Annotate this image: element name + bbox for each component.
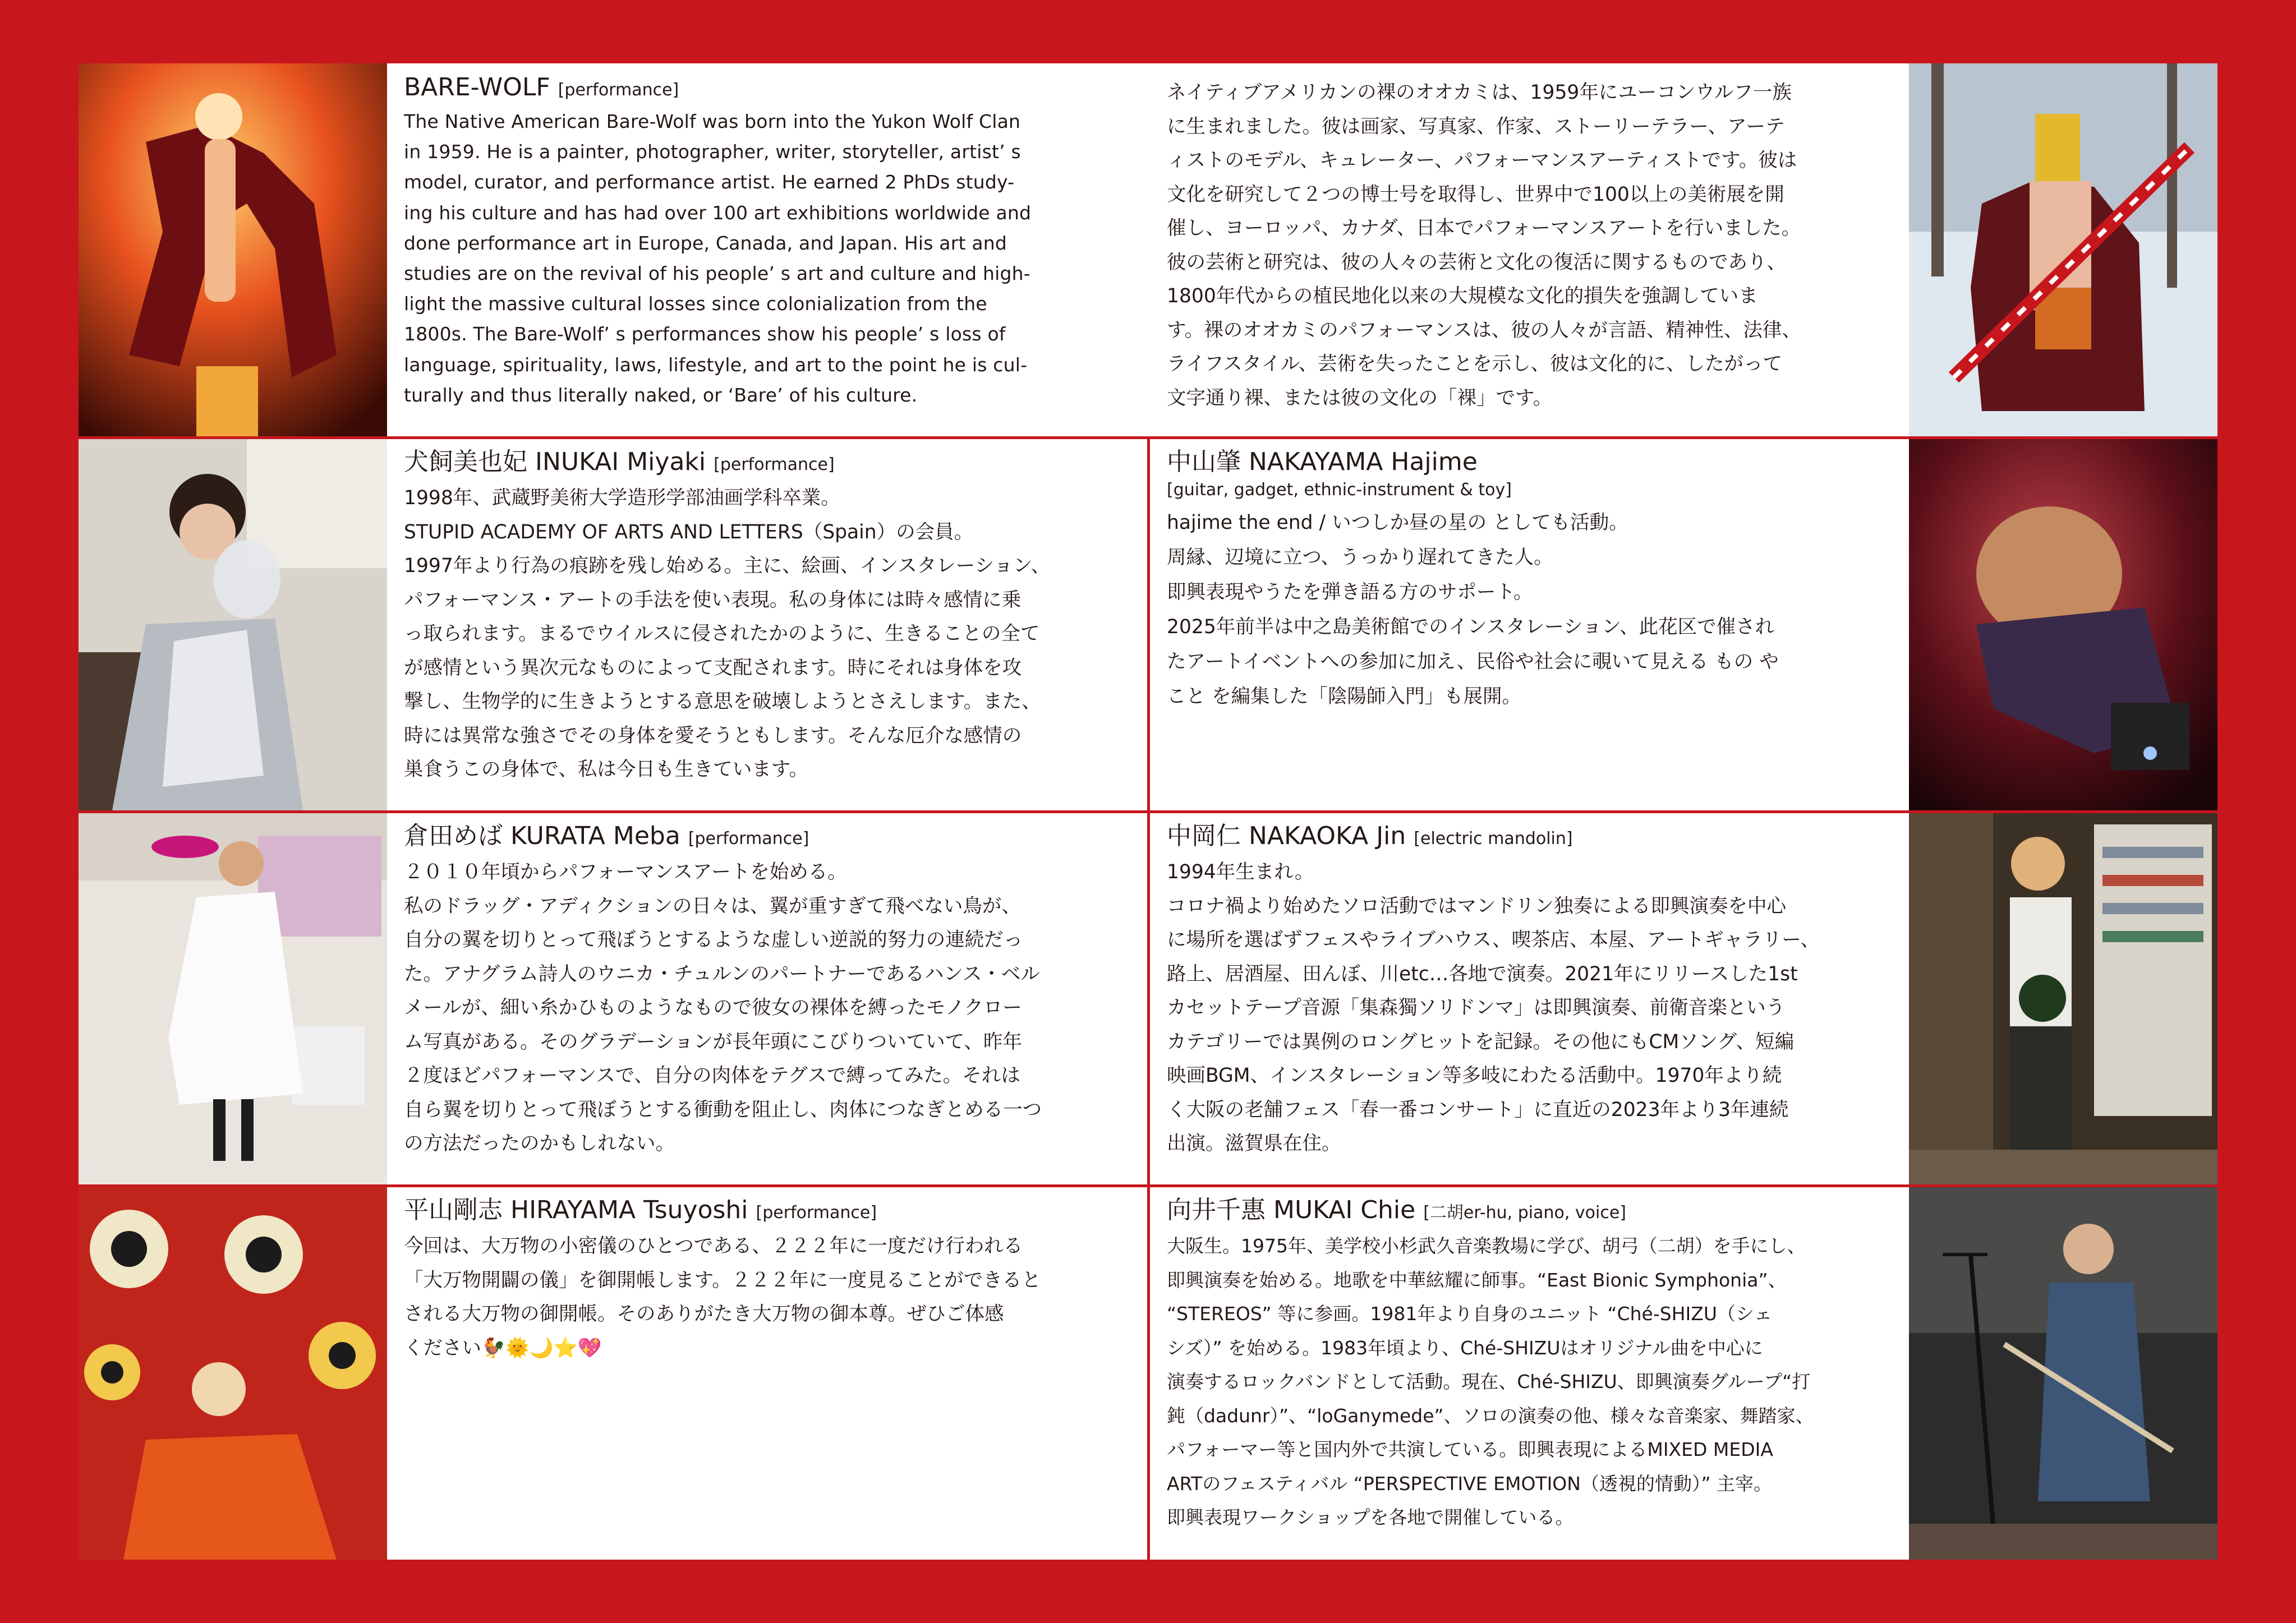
kurata-role: [performance] bbox=[688, 829, 809, 849]
mukai-heading bbox=[1167, 1194, 1902, 1229]
bio-line: 巣食うこの身体で、私は今日も生きています。 bbox=[404, 758, 809, 781]
bio-line: 演奏するロックバンドとして活動。現在、Ché-SHIZU、即興演奏グループ“打 bbox=[1167, 1371, 1811, 1393]
bare-wolf-bio-en bbox=[404, 107, 1212, 411]
bio-line: ライフスタイル、芸術を失ったことを示し、彼は文化的に、したがって bbox=[1167, 353, 1783, 375]
inukai-heading bbox=[404, 446, 1133, 481]
bio-line: turally and thus literally naked, or ‘Bare’ of his culture. bbox=[404, 384, 918, 406]
mukai-bio bbox=[1167, 1229, 1902, 1535]
kurata-bio bbox=[404, 855, 1133, 1161]
bio-line: たアートイベントへの参加に加え、民俗や社会に覗いて見える もの や bbox=[1167, 651, 1779, 673]
bare-wolf-photo-stage bbox=[79, 63, 387, 436]
nakayama-photo bbox=[1909, 439, 2217, 810]
bio-line: 周縁、辺境に立つ、うっかり遅れてきた人。 bbox=[1167, 546, 1553, 569]
bare-wolf-heading bbox=[404, 71, 1212, 107]
bio-line: 2025年前半は中之島美術館でのインスタレーション、此花区で催され bbox=[1167, 616, 1775, 638]
bio-line: が感情という異次元なものによって支配されます。時にそれは身体を攻 bbox=[404, 656, 1022, 679]
bio-line: コロナ禍より始めたソロ活動ではマンドリン独奏による即興演奏を中心 bbox=[1167, 895, 1786, 917]
bare-wolf-bio-en-block bbox=[404, 71, 1212, 411]
kurata-name: 倉田めば KURATA Meba bbox=[404, 822, 680, 850]
bio-line: 1800年代からの植民地化以来の大規模な文化的損失を強調していま bbox=[1167, 285, 1758, 307]
bio-line: 即興表現やうたを弾き語る方のサポート。 bbox=[1167, 581, 1533, 603]
bio-line: 自ら翼を切りとって飛ぼうとする衝動を阻止し、肉体につなぎとめる一つ bbox=[404, 1098, 1042, 1121]
bare-wolf-photo-snow bbox=[1909, 63, 2217, 436]
column-divider bbox=[1147, 436, 1150, 1560]
kurata-photo bbox=[79, 813, 387, 1184]
bio-line: 彼の芸術と研究は、彼の人々の芸術と文化の復活に関するものであり、 bbox=[1167, 251, 1786, 274]
nakaoka-text-block bbox=[1167, 820, 1896, 1161]
bio-line: シズ）” を始める。1983年頃より、Ché-SHIZUはオリジナル曲を中心に bbox=[1167, 1336, 1763, 1359]
nakayama-role: [guitar, gadget, ethnic-instrument & toy] bbox=[1167, 480, 1512, 500]
flyer-panel bbox=[79, 63, 2217, 1560]
kurata-photo-credit: © bbox=[83, 1161, 95, 1175]
bio-line: 自分の翼を切りとって飛ぼうとするような虚しい逆説的努力の連続だっ bbox=[404, 929, 1023, 951]
bio-line: た。アナグラム詩人のウニカ・チュルンのパートナーであるハンス・ベル bbox=[404, 962, 1040, 985]
nakaoka-role: [electric mandolin] bbox=[1414, 829, 1573, 849]
bio-line: ィストのモデル、キュレーター、パフォーマンスアーティストです。彼は bbox=[1167, 149, 1797, 172]
bio-line: ください🐓🌞🌙⭐💖 bbox=[404, 1336, 602, 1359]
nakayama-bio bbox=[1167, 505, 1896, 714]
bio-line: 時には異常な強さでその身体を愛そうともします。そんな厄介な感情の bbox=[404, 724, 1022, 747]
bio-line: ARTのフェスティバル “PERSPECTIVE EMOTION（透視的情動）” 主宰。 bbox=[1167, 1472, 1773, 1495]
nakaoka-heading bbox=[1167, 820, 1896, 855]
inukai-photo bbox=[79, 439, 387, 810]
bio-line: 1800s. The Bare-Wolf’ s performances show his people’ s loss of bbox=[404, 323, 1006, 345]
bio-line: メールが、細い糸かひものようなもので彼女の裸体を縛ったモノクロー bbox=[404, 997, 1022, 1019]
bio-line: カセットテープ音源「集森獨ソリドンマ」は即興演奏、前衛音楽という bbox=[1167, 997, 1786, 1019]
bio-line: ム写真がある。そのグラデーションが長年頭にこびりついていて、昨年 bbox=[404, 1030, 1022, 1053]
nakayama-name: 中山肇 NAKAYAMA Hajime bbox=[1167, 448, 1478, 476]
nakaoka-photo bbox=[1909, 813, 2217, 1184]
mukai-role: [二胡er-hu, piano, voice] bbox=[1423, 1203, 1627, 1223]
bare-wolf-name: BARE-WOLF bbox=[404, 73, 550, 102]
bio-line: 1998年、武蔵野美術大学造形学部油画学科卒業。 bbox=[404, 487, 840, 509]
bio-line: STUPID ACADEMY OF ARTS AND LETTERS（Spain）の会員。 bbox=[404, 520, 974, 543]
bio-line: in 1959. He is a painter, photographer, writer, storyteller, artist’ s bbox=[404, 141, 1021, 163]
bio-line: ２０１０年頃からパフォーマンスアートを始める。 bbox=[404, 861, 847, 883]
bio-line: 出演。滋賀県在住。 bbox=[1167, 1132, 1341, 1155]
mukai-name: 向井千惠 MUKAI Chie bbox=[1167, 1196, 1416, 1224]
bio-line: ２度ほどパフォーマンスで、自分の肉体をテグスで縛ってみた。それは bbox=[404, 1064, 1020, 1087]
hirayama-heading bbox=[404, 1194, 1133, 1229]
bio-line: 私のドラッグ・アディクションの日々は、翼が重すぎて飛べない鳥が、 bbox=[404, 895, 1021, 917]
nakayama-text-block bbox=[1167, 446, 1896, 714]
bio-line: の方法だったのかもしれない。 bbox=[404, 1132, 675, 1155]
bio-line: く大阪の老舗フェス「春一番コンサート」に直近の2023年より3年連続 bbox=[1167, 1098, 1789, 1121]
bio-line: っ取られます。まるでウイルスに侵されたかのように、生きることの全て bbox=[404, 623, 1040, 645]
bio-line: 鈍（dadunr）”、“loGanymede”、ソロの演奏の他、様々な音楽家、舞踏家、 bbox=[1167, 1404, 1814, 1427]
hirayama-text-block bbox=[404, 1194, 1133, 1365]
inukai-name: 犬飼美也妃 INUKAI Miyaki bbox=[404, 448, 706, 476]
bio-line: model, curator, and performance artist. He earned 2 PhDs study- bbox=[404, 171, 1015, 193]
bare-wolf-bio-ja bbox=[1167, 76, 1969, 415]
bio-line: The Native American Bare-Wolf was born into the Yukon Wolf Clan bbox=[404, 110, 1021, 132]
bio-line: に生まれました。彼は画家、写真家、作家、ストーリーテラー、アーテ bbox=[1167, 115, 1785, 138]
mukai-text-block bbox=[1167, 1194, 1902, 1535]
bio-line: 即興表現ワークショップを各地で開催している。 bbox=[1167, 1506, 1574, 1528]
bio-line: ネイティブアメリカンの裸のオオカミは、1959年にユーコンウルフ一族 bbox=[1167, 81, 1792, 104]
bio-line: 路上、居酒屋、田んぼ、川etc…各地で演奏。2021年にリリースした1st bbox=[1167, 962, 1798, 985]
hirayama-photo bbox=[79, 1187, 387, 1560]
nakaoka-name: 中岡仁 NAKAOKA Jin bbox=[1167, 822, 1406, 850]
bio-line: light the massive cultural losses since colonialization from the bbox=[404, 293, 987, 315]
kurata-heading bbox=[404, 820, 1133, 855]
bio-line: “STEREOS” 等に参画。1981年より自身のユニット “Ché-SHIZU（シェ bbox=[1167, 1303, 1773, 1325]
bio-line: language, spirituality, laws, lifestyle, and art to the point he is cul- bbox=[404, 353, 1028, 376]
bio-line: される大万物の御開帳。そのありがたき大万物の御本尊。ぜひご体感 bbox=[404, 1303, 1004, 1325]
bio-line: カテゴリーでは異例のロングヒットを記録。その他にもCMソング、短編 bbox=[1167, 1030, 1795, 1053]
bio-line: す。裸のオオカミのパフォーマンスは、彼の人々が言語、精神性、法律、 bbox=[1167, 319, 1801, 342]
bio-line: 1994年生まれ。 bbox=[1167, 861, 1314, 883]
bio-line: 催し、ヨーロッパ、カナダ、日本でパフォーマンスアートを行いました。 bbox=[1167, 217, 1801, 239]
bio-line: 映画BGM、インスタレーション等多岐にわたる活動中。1970年より続 bbox=[1167, 1064, 1782, 1087]
bio-line: 撃し、生物学的に生きようとする意思を破壊しようとさえします。また、 bbox=[404, 690, 1041, 713]
bio-line: 「大万物開闢の儀」を御開帳します。２２２年に一度見ることができると bbox=[404, 1269, 1041, 1292]
bio-line: パフォーマンス・アートの手法を使い表現。私の身体には時々感情に乗 bbox=[404, 588, 1022, 611]
bio-line: 1997年より行為の痕跡を残し始める。主に、絵画、インスタレーション、 bbox=[404, 555, 1051, 577]
hirayama-bio bbox=[404, 1229, 1133, 1365]
bio-line: パフォーマー等と国内外で共演している。即興表現によるMIXED MEDIA bbox=[1167, 1438, 1773, 1460]
inukai-role: [performance] bbox=[714, 455, 835, 474]
bio-line: hajime the end / いつしか昼の星の としても活動。 bbox=[1167, 511, 1628, 534]
nakaoka-bio bbox=[1167, 855, 1896, 1161]
mukai-photo bbox=[1909, 1187, 2217, 1560]
hirayama-role: [performance] bbox=[756, 1203, 877, 1223]
bio-line: ing his culture and has had over 100 art exhibitions worldwide and bbox=[404, 201, 1032, 224]
bare-wolf-bio-ja-block bbox=[1167, 76, 1969, 415]
bio-line: 大阪生。1975年、美学校小杉武久音楽教場に学び、胡弓（二胡）を手にし、 bbox=[1167, 1235, 1806, 1257]
bio-line: 文字通り裸、または彼の文化の「裸」です。 bbox=[1167, 386, 1553, 409]
bio-line: こと を編集した「陰陽師入門」も展開。 bbox=[1167, 685, 1521, 708]
bio-line: に場所を選ばずフェスやライブハウス、喫茶店、本屋、アートギャラリー、 bbox=[1167, 929, 1820, 951]
kurata-text-block bbox=[404, 820, 1133, 1161]
inukai-bio bbox=[404, 481, 1133, 787]
hirayama-name: 平山剛志 HIRAYAMA Tsuyoshi bbox=[404, 1196, 748, 1224]
bio-line: done performance art in Europe, Canada, and Japan. His art and bbox=[404, 232, 1007, 254]
bio-line: 今回は、大万物の小密儀のひとつである、２２２年に一度だけ行われる bbox=[404, 1235, 1023, 1257]
inukai-text-block bbox=[404, 446, 1133, 787]
bio-line: studies are on the revival of his people’ s art and culture and high- bbox=[404, 262, 1030, 285]
bare-wolf-role: [performance] bbox=[558, 80, 679, 100]
bio-line: 文化を研究して２つの博士号を取得し、世界中で100以上の美術展を開 bbox=[1167, 183, 1784, 206]
bio-line: 即興演奏を始める。地歌を中華絃耀に師事。“East Bionic Symphonia”、 bbox=[1167, 1269, 1787, 1291]
